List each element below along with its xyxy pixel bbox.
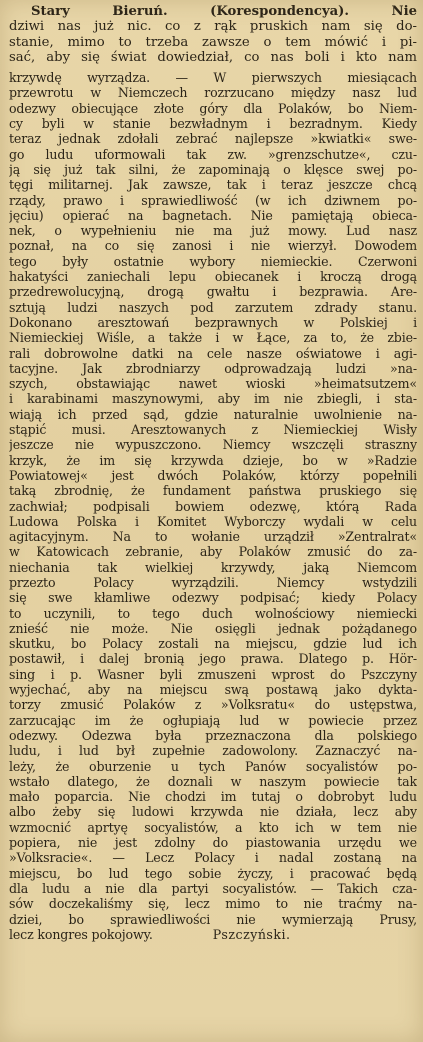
text-line: znieść nie może. Nie osięgli jednak pożądanego (9, 620, 417, 636)
text-line: Ludowa Polska i Komitet Wyborczy wydali w celu (9, 513, 417, 529)
text-line: ją się już tak silni, że zapominają o klęsce swej po- (9, 161, 417, 177)
text-line: »Volksracie«. — Lecz Polacy i nadal zostaną na (9, 850, 417, 866)
text-line: nek, o wypełnieniu nie ma już mowy. Lud nasz (9, 223, 417, 239)
article-body (9, 70, 417, 942)
text-line: krzyk, że im się krzywda dzieje, bo w »Radzie (9, 452, 417, 468)
text-line: poznał, na co się zanosi i nie wierzył. Dowodem (9, 238, 417, 254)
closing-text: lecz kongres pokojowy. (9, 926, 153, 942)
text-line: teraz jednak zdołali zebrać najlepsze »kwiatki« swe- (9, 131, 417, 147)
text-line: stanie, mimo to trzeba zawsze o tem mówić i pi- (9, 34, 417, 50)
text-line: wzmocnić aprtyę socyalistów, a kto ich w tem nie (9, 819, 417, 835)
text-line: niechania tak wielkiej krzywdy, jaką Niemcom (9, 559, 417, 575)
text-line: odezwy obiecujące złote góry dla Polaków, bo Niem- (9, 100, 417, 116)
text-line: jęciu) opierać na bagnetach. Nie pamiętają obieca- (9, 207, 417, 223)
closing-line (9, 927, 417, 942)
text-line: w Katowicach zebranie, aby Polaków zmusić do za- (9, 544, 417, 560)
text-line: postawił, i dalej bronią jego prawa. Dlatego p. Hör- (9, 651, 417, 667)
text-line: hakatyści zaniechali lepu obiecanek i kroczą drogą (9, 269, 417, 285)
text-line: cy byli w stanie bezwładnym i bezradnym. Kiedy (9, 116, 417, 132)
text-line: się swe kłamliwe odezwy podpisać; kiedy Polacy (9, 590, 417, 606)
text-line: Powiatowej« jest dwóch Polaków, którzy popełnili (9, 467, 417, 483)
text-line: agitacyjnym. Na to wołanie urządził »Zentralrat« (9, 529, 417, 545)
text-line: leży, że oburzenie u tych Panów socyalistów po- (9, 758, 417, 774)
text-line: rali dobrowolne datki na cele nasze oświatowe i agi- (9, 345, 417, 361)
text-line: stąpić musi. Aresztowanych z Niemieckiej Wisły (9, 422, 417, 438)
text-line: sztują ludzi naszych pod zarzutem zdrady stanu. (9, 299, 417, 315)
text-line: szych, obstawiając nawet wioski »heimatsutzem« (9, 376, 417, 392)
text-line: wyjechać, aby na miejscu swą postawą jako dykta- (9, 682, 417, 698)
text-line: tęgi militarnej. Jak zawsze, tak i teraz jeszcze chcą (9, 177, 417, 193)
text-line: torzy zmusić Polaków z »Volksratu« do ustępstwa, (9, 697, 417, 713)
text-line: przezto Polacy wyrządzili. Niemcy wstydzili (9, 574, 417, 590)
article-headline-line: Stary Bieruń. (Korespondencya). Nie (31, 4, 417, 19)
text-line: sać, aby się świat dowiedział, co nas boli i kto nam (9, 49, 417, 65)
text-line: Niemieckiej Wiśle, a także i w Łące, za to, że zbie- (9, 330, 417, 346)
text-line: odezwy. Odezwa była przeznaczona dla polskiego (9, 727, 417, 743)
text-line: dziei, bo sprawiedliwości nie wymierzają Prusy, (9, 911, 417, 927)
text-line: wstało dlatego, że doznali w naszym powiecie tak (9, 773, 417, 789)
text-line: sing i p. Wasner byli zmuszeni wprost do Pszczyny (9, 666, 417, 682)
text-line: sów doczekaliśmy się, lecz mimo to nie traćmy na- (9, 896, 417, 912)
text-line: taką zbrodnię, że fundament państwa pruskiego się (9, 483, 417, 499)
text-line: przewrotu w Niemczech rozrzucano między nasz lud (9, 85, 417, 101)
text-line: Dokonano aresztowań bezprawnych w Polskiej i (9, 314, 417, 330)
text-line: dla ludu a nie dla partyi socyalistów. — Takich cza- (9, 880, 417, 896)
text-line: zarzucając im że ogłupiają lud w powiecie przez (9, 712, 417, 728)
text-line: albo żeby się ludowi krzywda nie działa, lecz aby (9, 804, 417, 820)
text-line: przedrewolucyjną, drogą gwałtu i bezprawia. Are- (9, 284, 417, 300)
text-line: ludu, i lud był zupełnie zadowolony. Zaznaczyć na- (9, 743, 417, 759)
text-line: rządy, prawo i sprawiedliwość (w ich dziwnem po- (9, 192, 417, 208)
text-line: zachwiał; podpisali bowiem odezwę, którą Rada (9, 498, 417, 514)
text-line: to uczynili, to tego duch wolnościowy niemiecki (9, 605, 417, 621)
text-line: i karabinami maszynowymi, aby im nie zbiegli, i sta- (9, 391, 417, 407)
text-line: popiera, nie jest zdolny do piastowania urzędu we (9, 835, 417, 851)
text-line: jeszcze nie wypuszczono. Niemcy wszczęli straszny (9, 437, 417, 453)
author-signature: Pszczyński. (212, 926, 291, 942)
text-line: skutku, bo Polacy zostali na miejscu, gdzie lud ich (9, 636, 417, 652)
text-line: wiają ich przed sąd, gdzie naturalnie uwolnienie na- (9, 406, 417, 422)
text-line: miejscu, bo lud tego sobie życzy, i pracować będą (9, 865, 417, 881)
text-line: go ludu uformowali tak zw. »grenzschutze«, czu- (9, 146, 417, 162)
article-lead (9, 4, 417, 65)
text-line: krzywdę wyrządza. — W pierwszych miesiącach (9, 70, 417, 86)
text-line: tego były ostatnie wybory niemieckie. Czerwoni (9, 253, 417, 269)
text-line: tacyjne. Jak zbrodniarzy odprowadzają ludzi »na- (9, 360, 417, 376)
text-line: dziwi nas już nic. co z rąk pruskich nam się do- (9, 19, 417, 35)
text-line: mało poparcia. Nie chodzi im tutaj o dobrobyt ludu (9, 789, 417, 805)
